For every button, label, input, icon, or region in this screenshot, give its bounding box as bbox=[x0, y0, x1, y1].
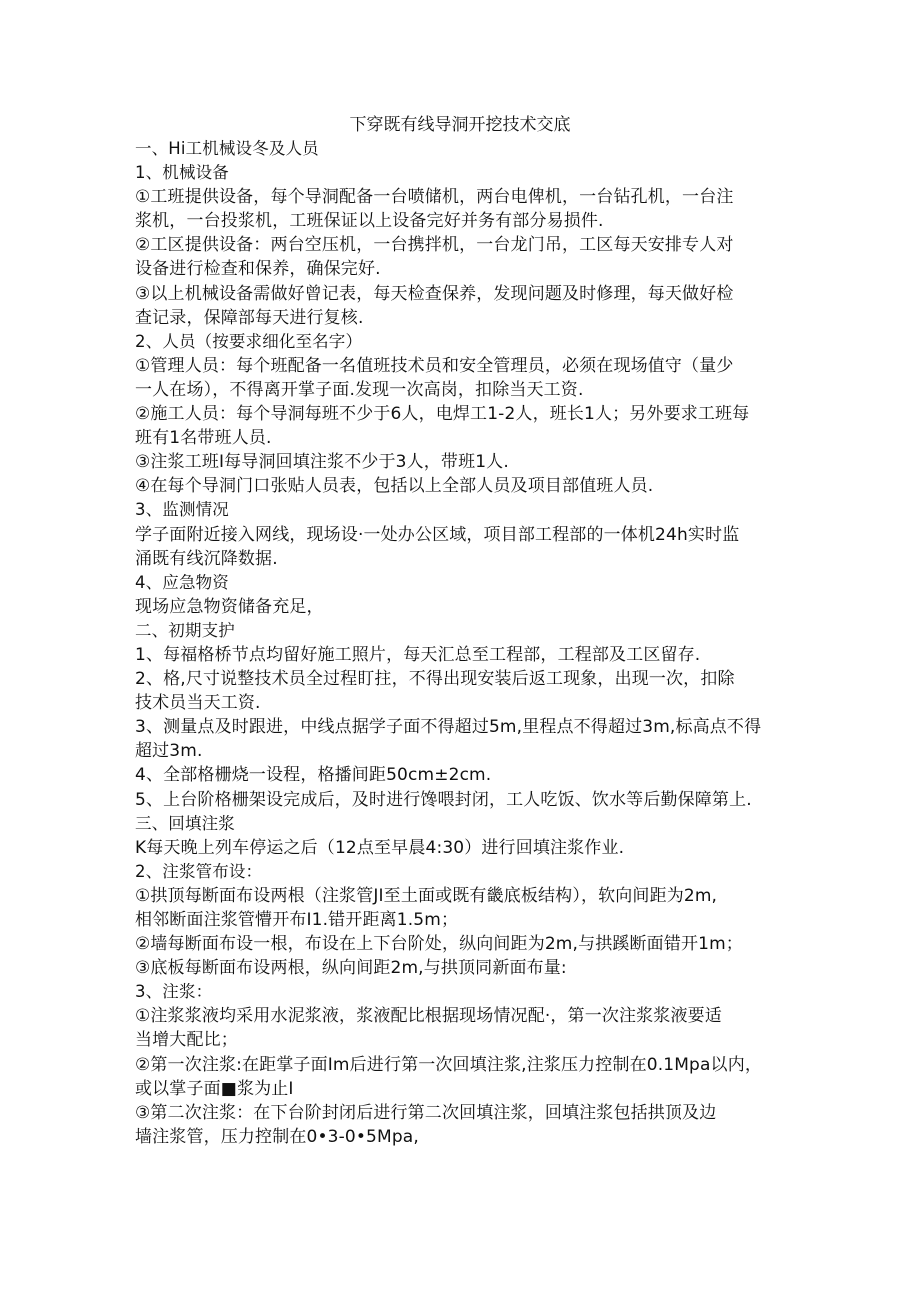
text-line: 超过3m. bbox=[135, 741, 203, 762]
text-line: 当增大配比； bbox=[135, 1030, 238, 1051]
text-line: 或以掌子面■浆为止I bbox=[135, 1078, 294, 1099]
text-line: ③以上机械设备需做好曾记表，每天检查保养，发现问题及时修理，每天做好检 bbox=[135, 283, 734, 304]
text-line: 1、每福格桥节点均留好施工照片，每天汇总至工程部，工程部及工区留存. bbox=[135, 644, 701, 665]
document-title: 下穿既有线导洞开挖技术交底 bbox=[349, 115, 571, 135]
section-heading-2: 二、初期支护 bbox=[135, 620, 235, 640]
text-line: ①管理人员：每个班配备一名值班技术员和安全管理员，必须在现场值守（量少 bbox=[135, 355, 734, 376]
subsection-heading: 2、人员（按要求细化至名字） bbox=[135, 331, 363, 351]
text-line: ①拱顶每断面布设两根（注浆管JI至土面或既有畿底板结构），软向间距为2m, bbox=[135, 885, 718, 906]
section-heading-1: 一、Hi工机械设冬及人员 bbox=[135, 139, 319, 158]
text-line: 一人在场），不得离开掌子面.发现一次高岗，扣除当天工资. bbox=[135, 379, 584, 400]
subsection-heading: 4、应急物资 bbox=[135, 572, 229, 592]
text-line: 查记录，保障部每天进行复核. bbox=[135, 307, 364, 328]
text-line: ②工区提供设备：两台空压机，一台携拌机，一台龙门吊，工区每天安排专人对 bbox=[135, 235, 734, 256]
subsection-heading: 3、注浆： bbox=[135, 982, 213, 1002]
text-line: 浆机，一台投浆机，工班保证以上设备完好并务有部分易损件. bbox=[135, 211, 604, 232]
text-line: ③注浆工班I每导洞回填注浆不少于3人，带班1人. bbox=[135, 452, 509, 473]
text-line: 技术员当天工资. bbox=[135, 693, 261, 714]
subsection-heading: 3、监测情况 bbox=[135, 500, 229, 520]
text-line: ③第二次注浆：在下台阶封闭后进行第二次回填注浆，回填注浆包括拱顶及边 bbox=[135, 1102, 717, 1123]
text-line: ③底板每断面布设两根，纵向间距2m,与拱顶同新面布量: bbox=[135, 958, 567, 979]
text-line: ②墙每断面布设一根，布设在上下台阶处，纵向间距为2m,与拱蹊断面错开1m； bbox=[135, 934, 743, 955]
section-heading-3: 三、回填注浆 bbox=[135, 813, 235, 833]
text-line: 4、全部格栅烧一设程，格播间距50cm±2cm. bbox=[135, 765, 492, 786]
text-line: 5、上台阶格栅架设完成后，及时进行馋喂封闭，工人吃饭、饮水等后勤保障第上. bbox=[135, 789, 752, 810]
text-line: 2、格,尺寸说整技术员全过程盯拄，不得出现安装后返工现象，出现一次，扣除 bbox=[135, 669, 735, 690]
text-line: ①工班提供设备，每个导洞配备一台喷储机，两台电俾机，一台钻孔机，一台注 bbox=[135, 187, 734, 208]
text-line: 设备进行检查和保养，确保完好. bbox=[135, 259, 381, 280]
subsection-heading: 1、机械设备 bbox=[135, 163, 229, 183]
text-line: 涌既有线沉降数据. bbox=[135, 548, 278, 569]
text-line: ①注浆浆液均采用水泥浆液，浆液配比根据现场情况配·，第一次注浆浆液要适 bbox=[135, 1006, 722, 1027]
text-line: 相邻断面注浆管懵开布I1.错开距离1.5m； bbox=[135, 910, 459, 930]
text-line: 班有1名带班人员. bbox=[135, 428, 272, 449]
text-line: 现场应急物资储备充足， bbox=[135, 596, 324, 617]
text-line: ②第一次注浆:在距掌子面Im后进行第一次回填注浆,注浆压力控制在0.1Mpa以内， bbox=[135, 1054, 763, 1075]
document-body bbox=[135, 137, 795, 1149]
text-line: ④在每个导洞门口张贴人员表，包括以上全部人员及项目部值班人员. bbox=[135, 476, 654, 497]
text-line: K每天晚上列车停运之后（12点至早晨4:30）进行回填注浆作业. bbox=[135, 837, 625, 858]
text-line: 学子面附近接入网线，现场设·一处办公区域，项目部工程部的一体机24h实时监 bbox=[135, 524, 740, 545]
subsection-heading: 2、注浆管布设： bbox=[135, 861, 263, 881]
text-line: 墙注浆管，压力控制在0•3-0•5Mpa, bbox=[135, 1126, 419, 1147]
text-line: ②施工人员：每个导洞每班不少于6人，电焊工1-2人，班长1人；另外要求工班每 bbox=[135, 404, 750, 425]
text-line: 3、测量点及时跟进，中线点据学子面不得超过5m,里程点不得超过3m,标高点不得 bbox=[135, 717, 762, 738]
